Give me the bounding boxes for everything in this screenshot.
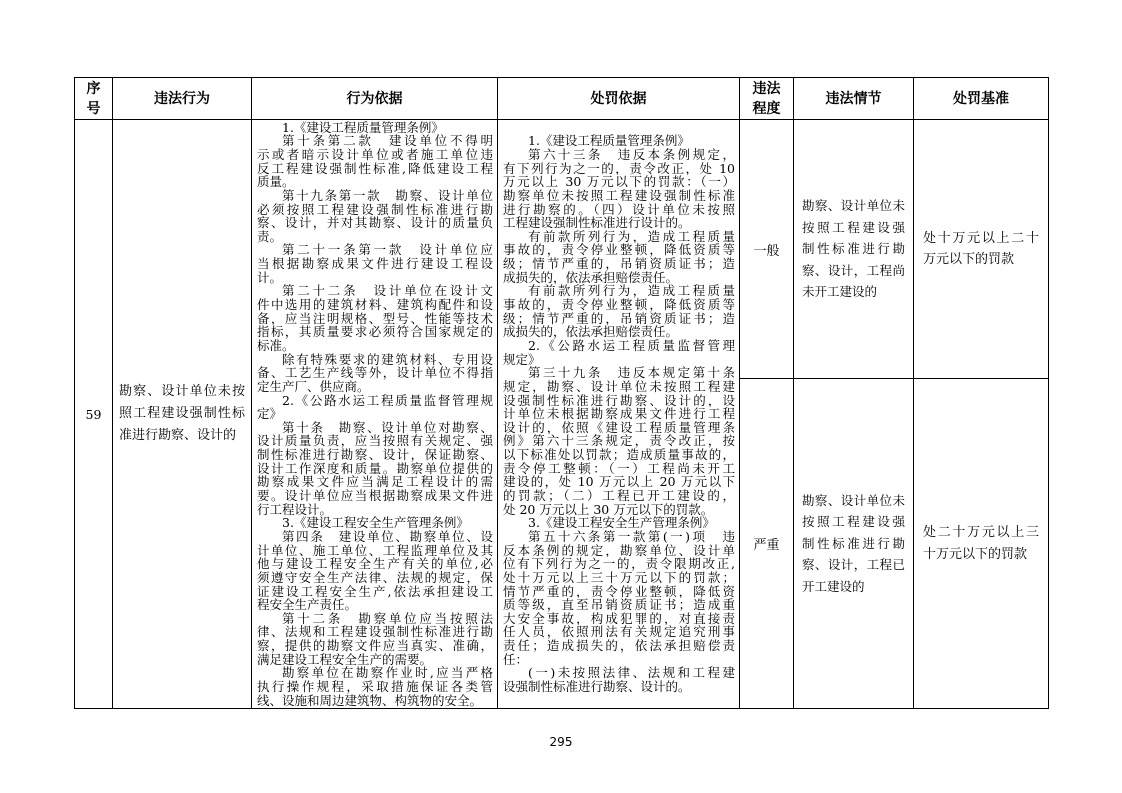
text-line: 级；情节严重的，吊销资质证书；造: [503, 311, 735, 326]
text-line: 反工程建设强制性标准,降低建设工程: [257, 161, 493, 176]
text-line: 责。: [257, 229, 283, 244]
text-line: 设强制性标准进行勘察、设计的。: [503, 679, 691, 694]
text-line: 的罚款；（二）工程已开工建设的，: [503, 489, 735, 503]
text-line: 处 20 万元以上 30 万元以下的罚款。: [503, 502, 714, 517]
header-seq: [75, 78, 113, 120]
text-line: 定》: [257, 407, 283, 421]
text-line: 进行勘察的。（四）设计单位未按照: [503, 202, 735, 217]
text-line: 有前款所列行为，造成工程质量: [528, 229, 735, 244]
text-line: 质等级，直至吊销资质证书；造成重: [503, 598, 735, 612]
text-line: 第十条 勘察、设计单位对勘察、: [282, 420, 493, 435]
header-penalty-basis: 处罚依据: [498, 78, 740, 120]
text-line: 制性标准进行勘察、设计，保证勘察、: [257, 448, 493, 462]
paragraph: [503, 230, 735, 285]
text-line: 准进行勘察、设计的: [119, 428, 237, 443]
paragraph: [257, 612, 493, 667]
standard-text: [914, 522, 1048, 565]
text-line: 位有下列行为之一的，责令限期改正,: [503, 557, 735, 571]
text-line: 未开工建设的: [802, 284, 878, 300]
text-line: 线、设施和周边建筑物、构筑物的安全。: [257, 693, 483, 708]
text-line: 要。设计单位应当根据勘察成果文件进: [257, 489, 493, 503]
text-line: 2.《公路水运工程质量监督管理规: [282, 393, 493, 408]
header-basis: 行为依据: [252, 78, 498, 120]
violation-penalty-table: [74, 77, 1049, 709]
paragraph: [257, 189, 493, 244]
text-line: 大安全事故，构成犯罪的，对直接责: [503, 611, 735, 626]
text-line: 勘察单位在勘察作业时,应当严格: [282, 666, 493, 680]
paragraph: [257, 394, 493, 421]
text-line: 第二十二条 设计单位在设计文: [282, 284, 493, 299]
text-line: 有前款所列行为，造成工程质量: [528, 284, 735, 299]
text-line: 设计质量负责，应当按照有关规定、强: [257, 434, 493, 449]
header-row: [75, 78, 1049, 120]
text-line: 级；情节严重的，吊销资质证书；造: [503, 257, 735, 271]
text-line: 十万元以下的罚款: [923, 546, 1028, 562]
text-line: 计单位未根据勘察成果文件进行工程: [503, 407, 735, 421]
text-line: 设计的，依照《建设工程质量管理条: [503, 420, 735, 435]
text-line: 满足建设工程安全生产的需要。: [257, 652, 433, 667]
text-line: 指标，其质量要求必须符合国家规定的: [257, 325, 493, 339]
text-line: 标准。: [257, 338, 295, 353]
degree-cell-serious: 严重: [740, 379, 794, 709]
text-line: 3.《建设工程安全生产管理条例》: [528, 516, 715, 530]
text-line: 处十万元以上二十: [923, 230, 1039, 246]
text-line: 察、设计，并对其勘察、设计的质量负: [257, 216, 493, 230]
paragraph: [257, 134, 493, 189]
text-line: 事故的，责令停业整顿，降低资质等: [503, 243, 735, 258]
text-line: 他与建设工程安全生产有关的单位,必: [257, 557, 493, 571]
text-line: 规定》: [503, 352, 541, 367]
text-line: 按照工程建设强: [802, 514, 905, 530]
header-standard: 处罚基准: [914, 78, 1049, 120]
text-line: 勘察、设计单位未: [802, 198, 905, 214]
text-line: 勘察、设计单位未: [802, 492, 905, 508]
text-line: 开工建设的: [802, 578, 865, 594]
circumstance-cell-serious: [794, 379, 914, 709]
text-line: 建设的，处 10 万元以上 20 万元以下: [503, 475, 735, 490]
paragraph: [503, 516, 735, 530]
basis-text: [252, 121, 497, 708]
text-line: 处二十万元以上三: [923, 525, 1039, 540]
text-line: 察、设计，工程尚: [802, 262, 905, 278]
text-line: 第三十九条 违反本规定第十条: [528, 366, 735, 380]
paragraph: [503, 530, 735, 666]
circumstance-text: [794, 195, 913, 303]
text-line: 证建设工程安全生产,依法承担建设工: [257, 584, 493, 599]
text-line: 执行操作规程，采取措施保证各类管: [257, 679, 493, 694]
text-line: 制性标准进行勘: [802, 241, 905, 257]
text-line: 责任；造成损失的，依法承担赔偿责: [503, 639, 735, 653]
table-row: [75, 120, 1049, 379]
basis-cell: [252, 120, 498, 709]
text-line: 必须按照工程建设强制性标准进行勘: [257, 202, 493, 217]
text-line: 质量。: [257, 175, 295, 189]
text-line: 勘察单位未按照工程建设强制性标准: [503, 188, 735, 203]
text-line: 第四条 建设单位、勘察单位、设: [282, 529, 493, 544]
header-degree-label: 违法程度: [752, 80, 781, 117]
header-circumstance: 违法情节: [794, 78, 914, 120]
header-degree: [740, 78, 794, 120]
text-line: 成损失的，依法承担赔偿责任。: [503, 270, 679, 285]
paragraph: [503, 134, 735, 148]
text-line: 照工程建设强制性标: [119, 406, 245, 421]
text-line: 有下列行为之一的，责令改正，处 10: [503, 161, 735, 176]
violation-text: [113, 381, 251, 447]
paragraph: [503, 666, 735, 693]
text-line: 第六十三条 违反本条例规定，: [528, 148, 735, 162]
text-line: 制性标准进行勘: [802, 535, 905, 551]
text-line: 行工程设计。: [257, 502, 333, 517]
text-line: 事故的，责令停业整顿，降低资质等: [503, 298, 735, 312]
header-seq-label: 序号: [86, 80, 101, 117]
text-line: 第二十一条第一款 设计单位应: [282, 243, 493, 258]
text-line: 万元以上 30 万元以下的罚款：（一）: [503, 175, 735, 189]
text-line: 任人员，依照刑法有关规定追究刑事: [503, 625, 735, 640]
text-line: 件中选用的建筑材料、建筑构配件和设: [257, 298, 493, 312]
paragraph: [257, 353, 493, 394]
penalty-basis-cell: [498, 120, 740, 709]
text-line: 责令停工整顿：（一）工程尚未开工: [503, 461, 735, 476]
paragraph: [257, 284, 493, 352]
standard-cell-general: [914, 120, 1049, 379]
text-line: 规定，勘察、设计单位未按照工程建: [503, 379, 735, 394]
text-line: 察、设计，工程已: [802, 557, 905, 573]
text-line: 当根据勘察成果文件进行建设工程设: [257, 257, 493, 271]
paragraph: [257, 530, 493, 612]
text-line: 须遵守安全生产法律、法规的规定，保: [257, 570, 493, 585]
violation-cell: [113, 120, 252, 709]
text-line: 定生产厂、供应商。: [257, 379, 370, 394]
text-line: 第五十六条第一款第(一)项 违: [528, 529, 735, 544]
paragraph: [257, 243, 493, 284]
text-line: 1.《建设工程质量管理条例》: [528, 134, 690, 148]
circumstance-cell-general: [794, 120, 914, 379]
text-line: 设计工作深度和质量。勘察单位提供的: [257, 461, 493, 476]
text-line: 计。: [257, 270, 283, 285]
text-line: 第十二条 勘察单位应当按照法: [282, 611, 493, 626]
text-line: 程安全生产责任。: [257, 598, 358, 612]
paragraph: [257, 121, 493, 135]
text-line: 按照工程建设强: [802, 219, 905, 235]
paragraph: [257, 666, 493, 707]
text-line: 勘察成果文件应当满足工程设计的需: [257, 475, 493, 490]
text-line: 情节严重的，责令停业整顿，降低资: [503, 584, 735, 599]
penalty-basis-text: [498, 134, 739, 693]
header-violation: 违法行为: [113, 78, 252, 120]
text-line: 反本条例的规定，勘察单位、设计单: [503, 543, 735, 558]
text-line: 勘察、设计单位未按: [119, 384, 245, 399]
seq-cell: 59: [75, 120, 113, 709]
text-line: 任：: [503, 652, 529, 667]
text-line: 计单位、施工单位、工程监理单位及其: [257, 543, 493, 558]
circumstance-text: [794, 490, 913, 598]
text-line: 备，应当注明规格、型号、性能等技术: [257, 311, 493, 326]
text-line: 3.《建设工程安全生产管理条例》: [282, 516, 469, 530]
page-number: 295: [549, 735, 573, 749]
paragraph: [503, 284, 735, 339]
paragraph: [257, 421, 493, 516]
text-line: 2.《公路水运工程质量监督管理: [528, 338, 735, 353]
standard-cell-serious: [914, 379, 1049, 709]
paragraph: [503, 148, 735, 230]
text-line: 律、法规和工程建设强制性标准进行勘: [257, 625, 493, 640]
text-line: 设强制性标准进行勘察、设计的，设: [503, 393, 735, 408]
paragraph: [257, 516, 493, 530]
text-line: 工程建设强制性标准进行设计的。: [503, 216, 691, 230]
text-line: 处十万元以上三十万元以下的罚款；: [503, 570, 735, 585]
text-line: 备、工艺生产线等外，设计单位不得指: [257, 366, 493, 380]
text-line: 万元以下的罚款: [923, 252, 1015, 267]
text-line: 除有特殊要求的建筑材料、专用设: [282, 352, 493, 367]
text-line: 察，提供的勘察文件应当真实、准确，: [257, 639, 493, 653]
text-line: 例》第六十三条规定，责令改正，按: [503, 434, 735, 449]
text-line: 第十条第二款 建设单位不得明: [282, 134, 493, 148]
text-line: 1.《建设工程质量管理条例》: [282, 120, 444, 135]
text-line: 成损失的，依法承担赔偿责任。: [503, 325, 679, 339]
paragraph: [503, 339, 735, 366]
text-line: 以下标准处以罚款；造成质量事故的，: [503, 448, 735, 462]
paragraph: [503, 366, 735, 516]
text-line: 第十九条第一款 勘察、设计单位: [282, 188, 493, 203]
text-line: (一)未按照法律、法规和工程建: [528, 666, 735, 680]
degree-cell-general: 一般: [740, 120, 794, 379]
text-line: 示或者暗示设计单位或者施工单位违: [257, 148, 493, 162]
standard-text: [914, 228, 1048, 271]
